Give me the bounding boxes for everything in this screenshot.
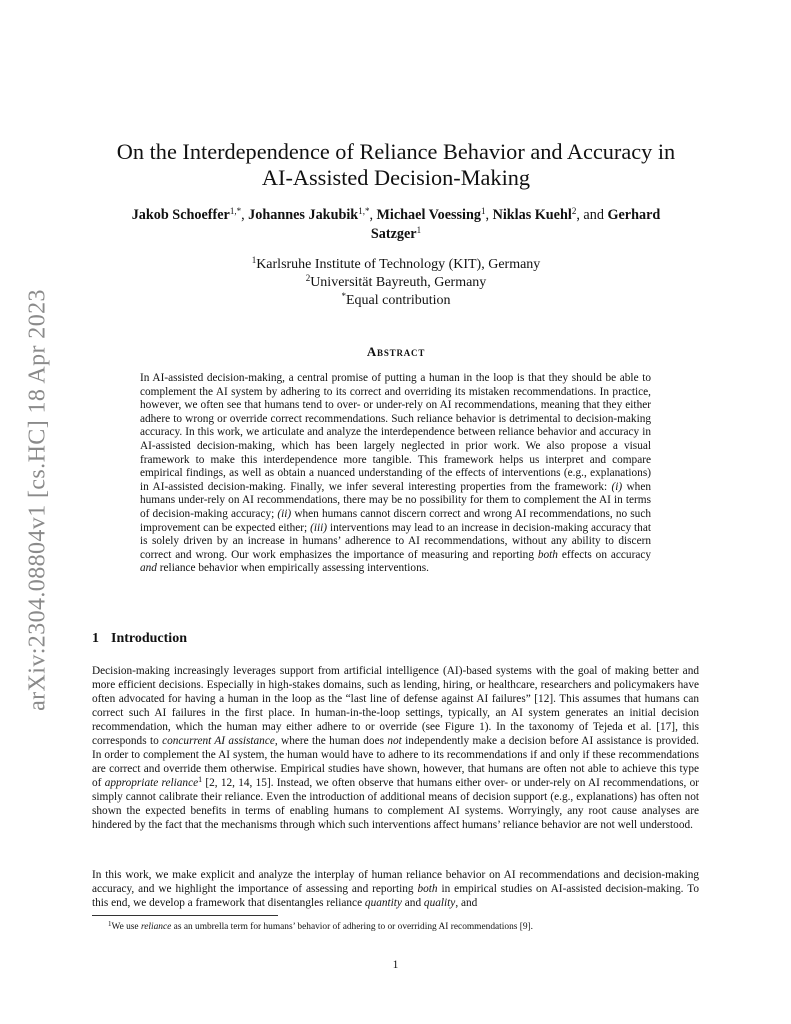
section-number: 1 <box>92 631 99 646</box>
body-emphasis: quantity <box>364 897 402 909</box>
abstract-heading: Abstract <box>366 344 426 359</box>
body-emphasis: concurrent AI assistance <box>162 735 275 747</box>
author-name: Johannes Jakubik <box>248 207 359 223</box>
author-conjunction: , and <box>576 207 608 223</box>
affiliation-list <box>92 256 700 310</box>
body-text: Decision-making increasingly leverages support from artificial intelligence (AI)-based systems with the goal of making better and more efficient decisions. Especially in high-stakes domains, such as lending, hiring, or healthcare, researchers and policymakers have often advocated for having a human in the loop as the “last line of defense against AI failures” [12]. This assumes that humans can correct such AI failures in the first place. In human-in-the-loop settings, typically, an AI system generates an initial decision recommendation, which the human may either adhere to or override (see Figure 1). In the taxonomy of Tejeda et al. [17], this corresponds to <box>92 665 699 747</box>
body-text: In this work, we make explicit and analyze the interplay of human reliance behavior on AI recommendations and decision-making accuracy, and we highlight the importance of assessing and reporting <box>92 869 699 895</box>
footnote-mark[interactable]: 1 <box>198 775 203 784</box>
footnote-text: as an umbrella term for humans’ behavior of adhering to or overriding AI recommendations [9]. <box>171 922 534 932</box>
arxiv-identifier-stamp <box>0 0 60 1024</box>
affiliation-mark: 2 <box>305 273 311 283</box>
abstract-text: when humans cannot discern correct and wrong AI recommendations, no such improvement can be expected either; <box>140 507 651 534</box>
section-title: Introduction <box>111 631 187 646</box>
footnote-emphasis: reliance <box>140 922 172 932</box>
author-list-line-1: Jakob Schoeffer$^{1,*}$, Johannes Jakubik$^{1,*}$, Michael Voessing$^1$, Niklas Kuehl$^2$, and Gerhard <box>131 206 661 223</box>
abstract-enum-marker: (iii) <box>310 521 328 534</box>
affiliation-text: Universität Bayreuth, Germany <box>310 275 487 290</box>
arxiv-identifier-text: arXiv:2304.08804v1 [cs.HC] 18 Apr 2023 <box>24 289 51 711</box>
paper-title <box>92 139 700 191</box>
abstract-enum-marker: (ii) <box>277 507 292 520</box>
author-list <box>92 206 700 244</box>
author-name: Niklas Kuehl <box>492 207 572 223</box>
abstract-text: reliance behavior when empirically assessing interventions. <box>156 562 429 575</box>
affiliation-mark: 1 <box>251 255 257 265</box>
body-emphasis: both <box>417 883 438 895</box>
abstract-enum-marker: (i) <box>611 480 623 493</box>
body-text: and <box>401 897 424 909</box>
paper-title-line-2: AI-Assisted Decision-Making <box>261 165 531 190</box>
introduction-paragraph-1 <box>92 664 699 832</box>
footnote-divider <box>92 915 278 916</box>
abstract-text: In AI-assisted decision-making, a central promise of putting a human in the loop is that they should be able to complement the AI system by adhering to its correct and overriding its mistaken recommendations. In practice, however, we often see that humans tend to over- or under-rely on AI recommendations, meaning that they either adhere to wrong or override correct recommendations. Such reliance behavior is detrimental to decision-making accuracy. In this work, we articulate and analyze the interdependence between reliance behavior and accuracy in AI-assisted decision-making, which has been largely neglected in prior work. We also propose a visual framework to make this interdependence more tangible. This framework helps us interpret and compare empirical findings, as well as obtain a nuanced understanding of the effects of interventions (e.g., explanations) in AI-assisted decision-making. Finally, we infer several interesting properties from the framework: <box>140 372 651 493</box>
author-affiliation-mark: 1,* <box>229 206 242 216</box>
author-affiliation-mark: 1 <box>480 206 486 216</box>
affiliation-item <box>92 274 700 292</box>
affiliation-item <box>92 256 700 274</box>
affiliation-item <box>92 292 700 310</box>
affiliation-mark: * <box>341 291 346 301</box>
body-text: in empirical studies on AI-assisted decision-making. To this end, we develop a framework that disentangles reliance <box>92 883 699 909</box>
paper-title-line-1: On the Interdependence of Reliance Behavior and Accuracy in <box>116 139 676 164</box>
body-text: independently make a decision before AI assistance is provided. In order to complement the AI system, the human would have to adhere to its recommendations if and only if these recommendations are correct and override them otherwise. Empirical studies have shown, however, that humans are often not able to achieve this type of <box>92 735 699 789</box>
author-name: Satzger <box>370 226 417 242</box>
section-heading-introduction <box>92 631 187 647</box>
body-emphasis: not <box>387 735 402 747</box>
author-list-line-2 <box>92 225 700 244</box>
abstract-emphasis: and <box>140 562 157 575</box>
body-text: , where the human does <box>274 735 388 747</box>
abstract-text: interventions may lead to an increase in decision-making accuracy that is solely driven by an increase in humans’ adherence to AI recommendations, without any ability to discern correct and wrong. Our work emphasizes the importance of measuring and reporting <box>140 521 651 561</box>
author-name: Jakob Schoeffer <box>131 207 230 223</box>
abstract-emphasis: both <box>537 548 558 561</box>
affiliation-text: Equal contribution <box>345 293 451 308</box>
abstract-text: effects on accuracy <box>557 548 652 561</box>
body-text: , and <box>455 897 478 909</box>
abstract-text: when humans under-rely on AI recommendations, there may be no possibility for them to complement the AI in terms of decision-making accuracy; <box>140 480 651 520</box>
introduction-paragraph-2 <box>92 868 699 910</box>
footnote-number: 1 <box>108 920 112 928</box>
footnote <box>108 921 698 933</box>
body-text: [2, 12, 14, 15]. Instead, we often observe that humans either over- or under-rely on AI recommendations, or simply cannot calibrate their reliance. Even the introduction of additional means of decision support (e.g., explanations) has often not shown the expected benefits in terms of enabling humans to complement AI systems. Worryingly, any root cause analyses are hindered by the fact that the mechanisms through which such interventions affect humans’ reliance behavior are not well understood. <box>92 777 699 831</box>
affiliation-text: Karlsruhe Institute of Technology (KIT), Germany <box>256 257 541 272</box>
body-emphasis: quality <box>423 897 456 909</box>
footnote-text: We use <box>111 922 141 932</box>
author-affiliation-mark: 2 <box>571 206 577 216</box>
page-number: 1 <box>392 959 399 971</box>
author-affiliation-mark: 1 <box>416 225 422 235</box>
author-name: Gerhard <box>607 207 661 223</box>
author-affiliation-mark: 1,* <box>358 206 370 216</box>
author-name: Michael Voessing <box>376 207 481 223</box>
abstract-body <box>140 372 651 576</box>
body-emphasis: appropriate reliance <box>104 777 199 789</box>
